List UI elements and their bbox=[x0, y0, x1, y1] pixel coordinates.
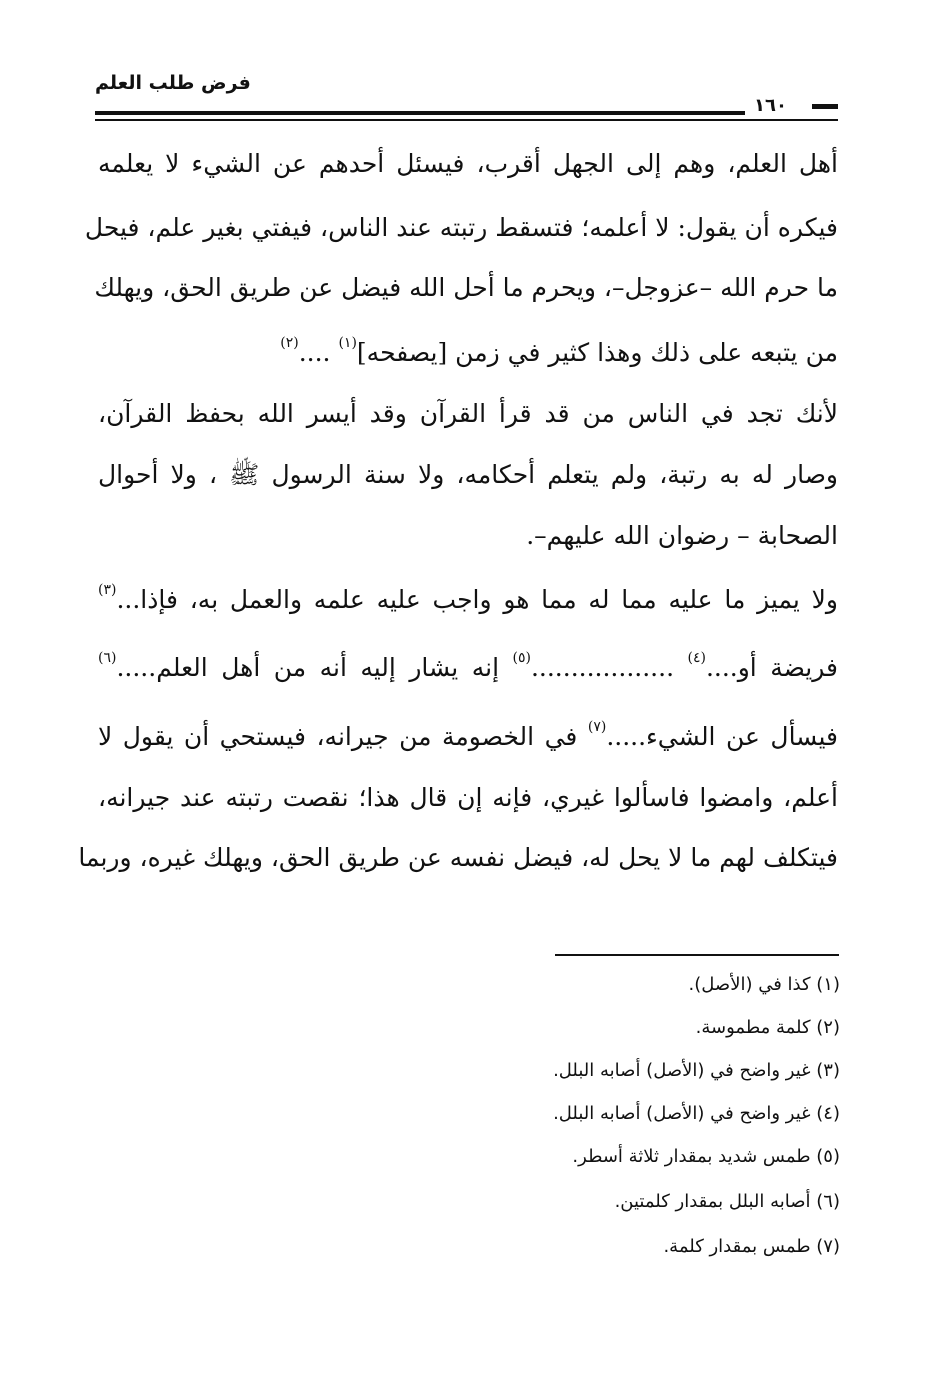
footnote-ref: (٢) bbox=[280, 335, 299, 351]
footnote: (٤) غير واضح في (الأصل) أصابه البلل. bbox=[553, 1103, 840, 1124]
footnote-ref: (١) bbox=[338, 335, 357, 351]
body-line: فيكره أن يقول: لا أعلمه؛ فتسقط رتبته عند الناس، فيفتي بغير علم، فيحل bbox=[84, 213, 838, 242]
body-line: الصحابة – رضوان الله عليهم–. bbox=[526, 521, 838, 550]
header-dash bbox=[812, 104, 838, 109]
footnote: (١) كذا في (الأصل). bbox=[688, 974, 840, 995]
page-number: ١٦٠ bbox=[754, 95, 787, 116]
footnote-ref: (٣) bbox=[98, 582, 117, 598]
body-line: وصار له به رتبة، ولم يتعلم أحكامه، ولا سنة الرسول ﷺ ، ولا أحوال bbox=[98, 460, 838, 489]
body-line: فريضة أو....$^{(٤)}$ ..................$^{(٥)}$ إنه يشار إليه أنه من أهل العلم.....$^{(٦)}$ bbox=[98, 650, 838, 682]
header-rule-thick bbox=[95, 111, 745, 115]
running-title: فرض طلب العلم bbox=[95, 72, 251, 94]
footnote-rule bbox=[555, 954, 839, 956]
footnote: (٧) طمس بمقدار كلمة. bbox=[663, 1236, 840, 1257]
header-rule-thin bbox=[95, 119, 838, 121]
body-line: من يتبعه على ذلك وهذا كثير في زمن [يصفحه]$^{(١)}$ ....$^{(٢)}$ bbox=[280, 335, 838, 367]
footnote-ref: (٧) bbox=[587, 719, 607, 735]
body-line: فيسأل عن الشيء.....$^{(٧)}$ في الخصومة من جيرانه، فيستحي أن يقول لا bbox=[98, 719, 838, 751]
footnote: (٣) غير واضح في (الأصل) أصابه البلل. bbox=[553, 1060, 840, 1081]
body-line: فيتكلف لهم ما لا يحل له، فيضل نفسه عن طريق الحق، ويهلك غيره، وربما bbox=[78, 843, 838, 872]
footnote: (٦) أصابه البلل بمقدار كلمتين. bbox=[614, 1191, 840, 1212]
footnote: (٥) طمس شديد بمقدار ثلاثة أسطر. bbox=[572, 1146, 840, 1167]
body-line: ولا يميز ما عليه مما له مما هو واجب عليه علمه والعمل به، فإذا...$^{(٣)}$ bbox=[98, 582, 838, 614]
footnote: (٢) كلمة مطموسة. bbox=[695, 1017, 840, 1038]
body-line: ما حرم الله –عزوجل–، ويحرم ما أحل الله فيضل عن طريق الحق، ويهلك bbox=[94, 273, 838, 302]
body-line: أعلم، وامضوا فاسألوا غيري، فإنه إن قال هذا؛ نقصت رتبته عند جيرانه، bbox=[98, 783, 838, 812]
footnote-ref: (٥) bbox=[512, 650, 531, 666]
body-line: لأنك تجد في الناس من قد قرأ القرآن وقد أيسر الله بحفظ القرآن، bbox=[98, 399, 838, 428]
footnote-ref: (٦) bbox=[98, 650, 117, 666]
body-line: أهل العلم، وهم إلى الجهل أقرب، فيسئل أحدهم عن الشيء لا يعلمه bbox=[98, 149, 838, 178]
footnote-ref: (٤) bbox=[687, 650, 706, 666]
